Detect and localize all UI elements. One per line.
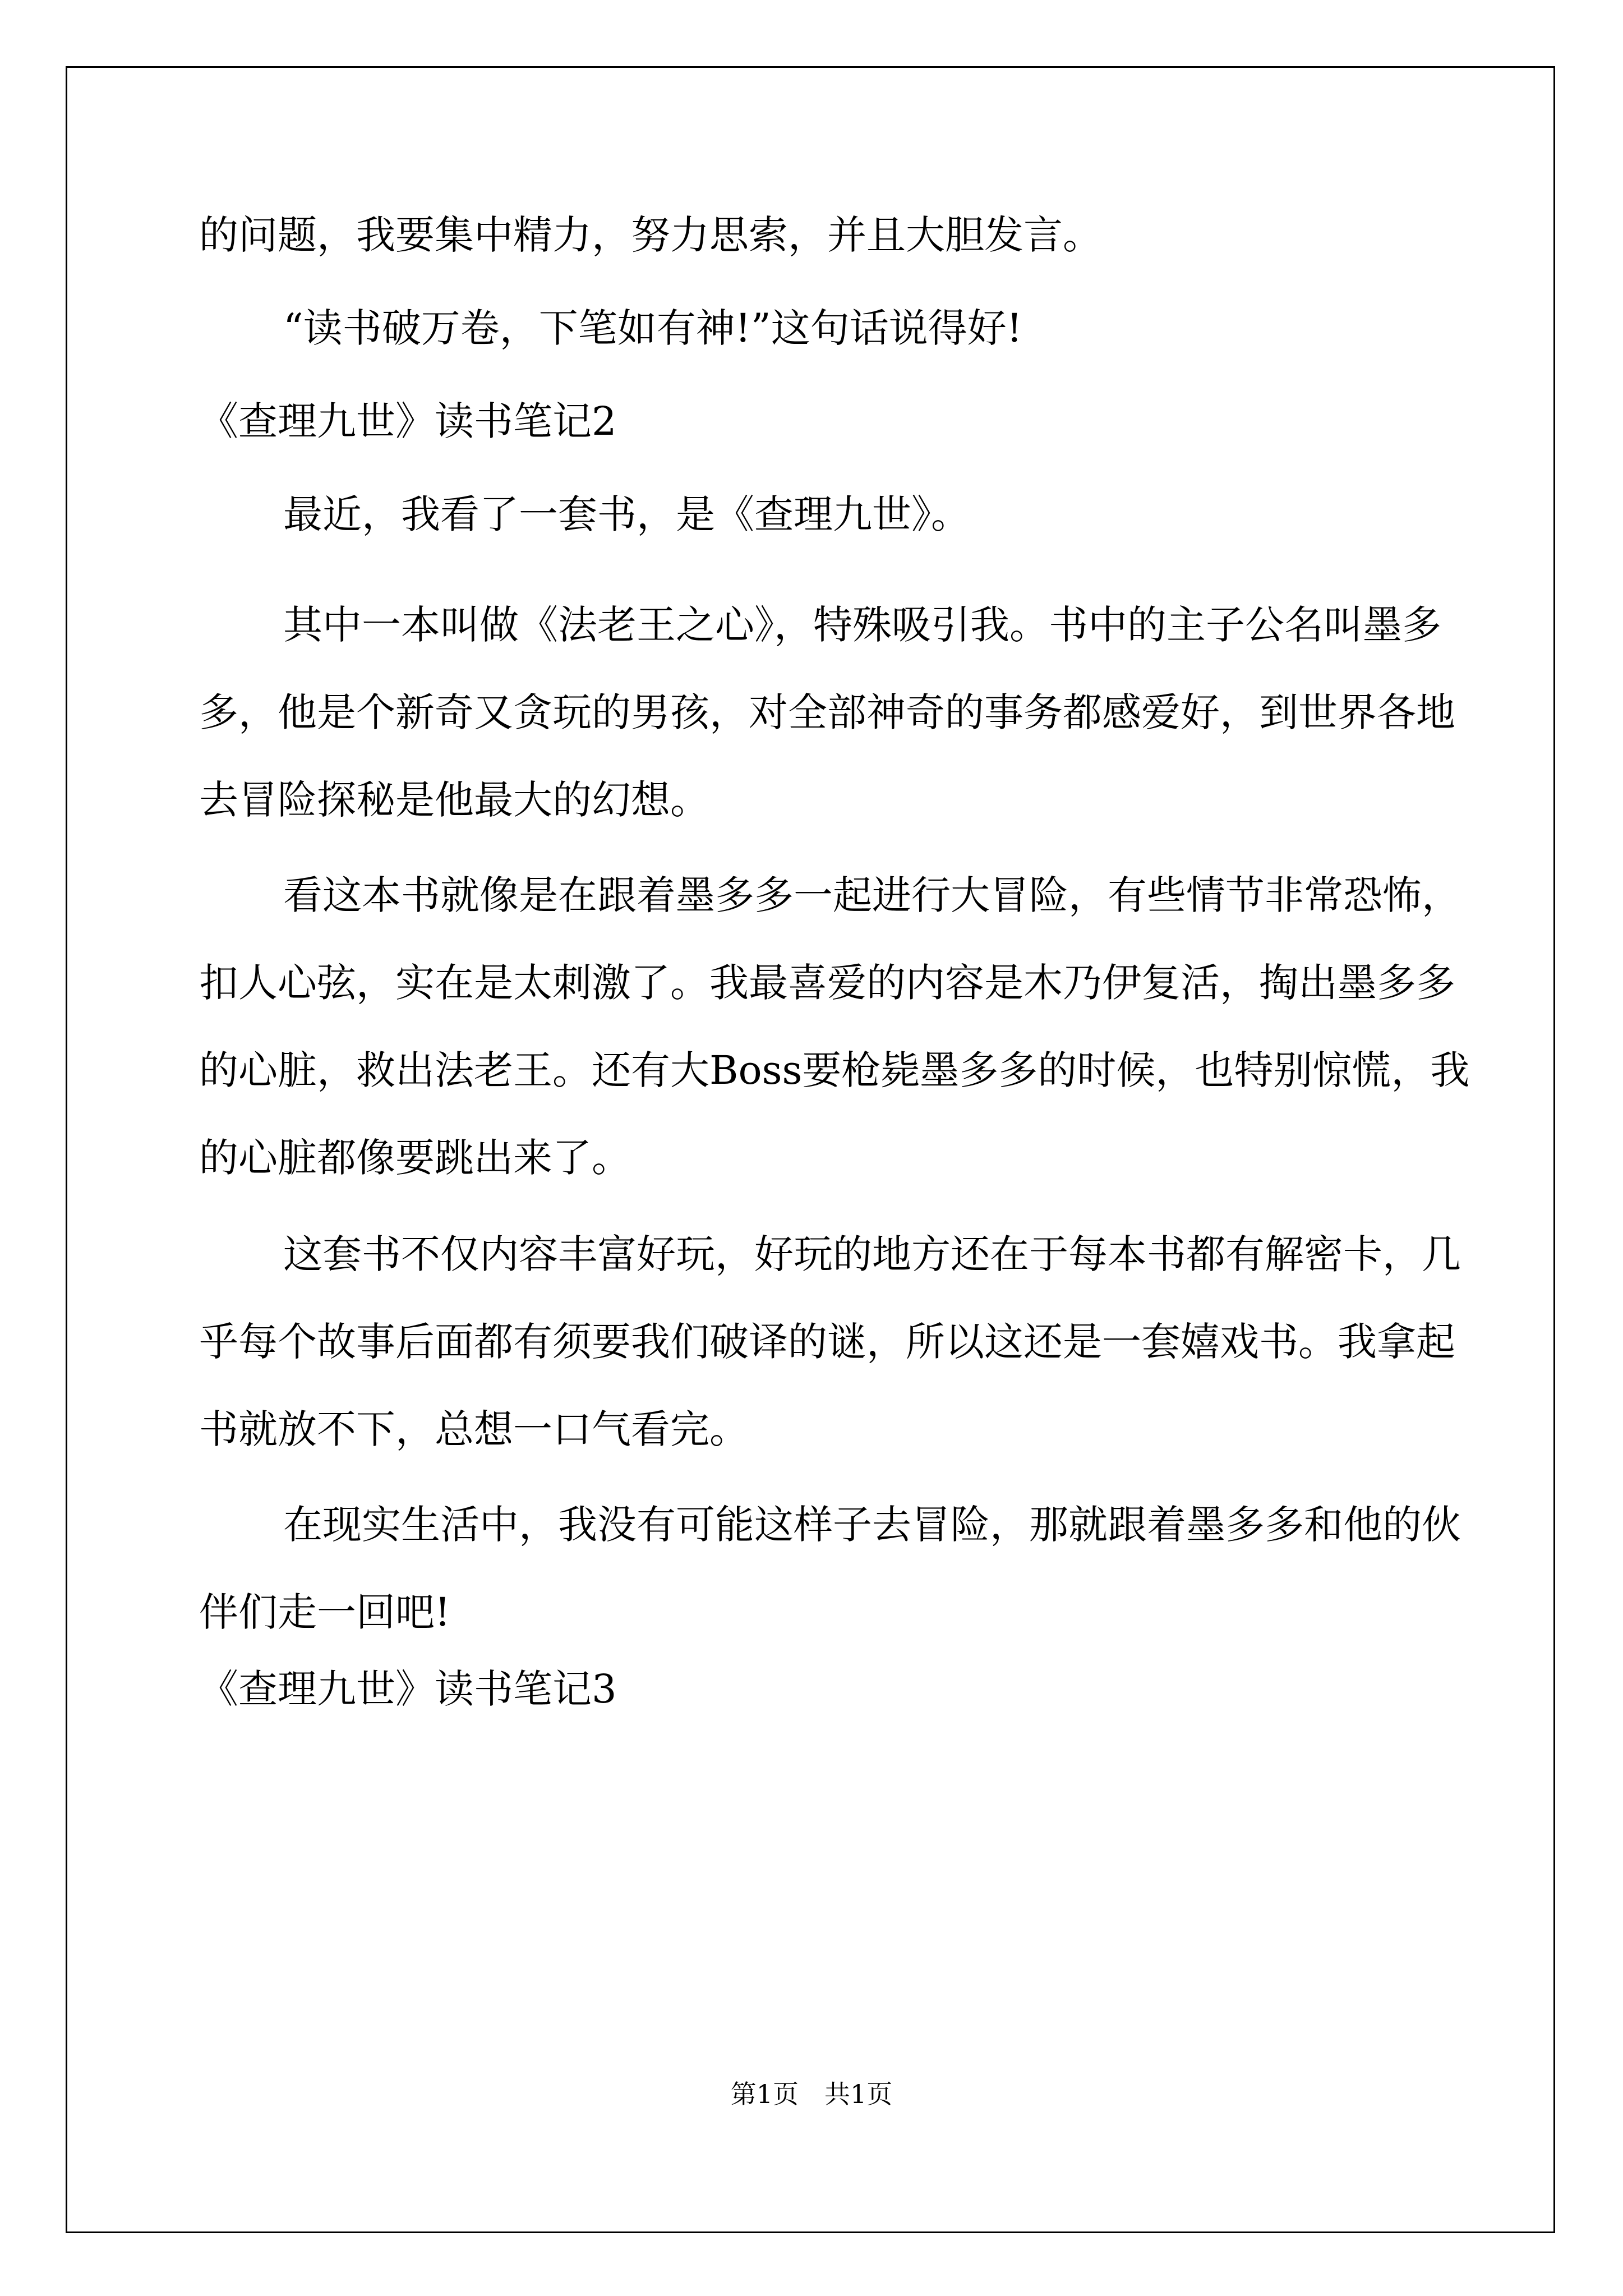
paragraph-4: 其中一本叫做《法老王之心》，特殊吸引我。书中的主子公名叫墨多多，他是个新奇又贪玩的男孩，对全部神奇的事务都感爱好，到世界各地去冒险探秘是他最大的幻想。: [199, 602, 1455, 823]
document-body: [199, 209, 1489, 1756]
paragraph-1: 的问题，我要集中精力，努力思索，并且大胆发言。: [199, 212, 1102, 258]
paragraph-3: 最近，我看了一套书，是《查理九世》。: [283, 491, 970, 537]
section-heading-2: 《查理九世》读书笔记2: [199, 398, 617, 444]
paragraph-7: 在现实生活中，我没有可能这样子去冒险，那就跟着墨多多和他的伙伴们走一回吧!: [199, 1502, 1461, 1635]
paragraph-2: “读书破万卷，下笔如有神!”这句话说得好!: [283, 305, 1022, 351]
section-heading-3: 《查理九世》读书笔记3: [199, 1666, 617, 1712]
page-footer: 第1页 共1页: [730, 2079, 893, 2109]
paragraph-5: 看这本书就像是在跟着墨多多一起进行大冒险，有些情节非常恐怖，扣人心弦，实在是太刺激了。我最喜爱的内容是木乃伊复活，掏出墨多多的心脏，救出法老王。还有大Boss要枪毙墨多多的时候，也特别惊慌，我的心脏都像要跳出来了。: [199, 872, 1470, 1181]
paragraph-6: 这套书不仅内容丰富好玩，好玩的地方还在于每本书都有解密卡，几乎每个故事后面都有须要我们破译的谜，所以这还是一套嬉戏书。我拿起书就放不下，总想一口气看完。: [199, 1231, 1461, 1452]
